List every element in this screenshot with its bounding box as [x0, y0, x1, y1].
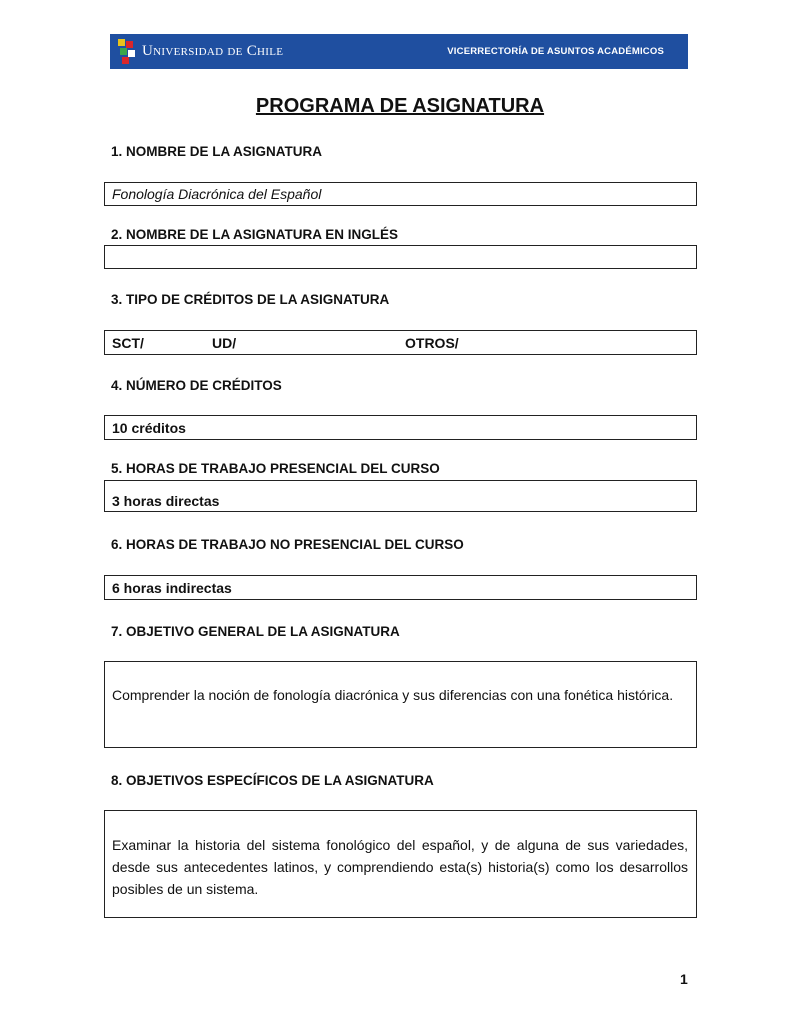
specific-objectives-text: Examinar la historia del sistema fonológico del español, y de alguna de sus variedades, desde sus antecedentes latinos, y comprendiendo esta(s) historia(s) como los desarrollos posibles de un sistema.: [112, 837, 688, 897]
page-number: 1: [680, 971, 688, 987]
section-3-heading: 3. TIPO DE CRÉDITOS DE LA ASIGNATURA: [111, 292, 390, 307]
non-presential-hours-value: 6 horas indirectas: [112, 579, 232, 596]
section-2-heading: 2. NOMBRE DE LA ASIGNATURA EN INGLÉS: [111, 227, 399, 242]
section-2-box: [104, 245, 697, 269]
general-objective-text: Comprender la noción de fonología diacrónica y sus diferencias con una fonética histórica.: [112, 687, 674, 703]
section-3-box: [104, 330, 697, 355]
section-5-heading: 5. HORAS DE TRABAJO PRESENCIAL DEL CURSO: [111, 461, 440, 476]
section-6-box: [104, 575, 697, 600]
section-5-box: [104, 480, 697, 512]
university-name: Universidad de Chile: [142, 43, 284, 59]
header-banner: [110, 34, 688, 69]
section-7-box: [104, 661, 697, 748]
section-4-heading: 4. NÚMERO DE CRÉDITOS: [111, 378, 282, 393]
university-crest-icon: [118, 39, 136, 65]
section-1-heading: 1. NOMBRE DE LA ASIGNATURA: [111, 144, 323, 159]
section-6-heading: 6. HORAS DE TRABAJO NO PRESENCIAL DEL CURSO: [111, 537, 464, 552]
credit-type-ud: UD/: [212, 335, 237, 351]
credit-type-otros: OTROS/: [405, 335, 459, 351]
course-name-value: Fonología Diacrónica del Español: [112, 186, 322, 202]
section-8-box: [104, 810, 697, 918]
section-1-box: [104, 182, 697, 206]
university-logo: [118, 39, 283, 65]
office-name: VICERRECTORÍA DE ASUNTOS ACADÉMICOS: [447, 46, 664, 57]
section-4-box: [104, 415, 697, 440]
page-title: PROGRAMA DE ASIGNATURA: [255, 95, 545, 117]
section-7-heading: 7. OBJETIVO GENERAL DE LA ASIGNATURA: [111, 624, 400, 639]
presential-hours-value: 3 horas directas: [112, 493, 220, 509]
section-8-heading: 8. OBJETIVOS ESPECÍFICOS DE LA ASIGNATURA: [111, 773, 434, 788]
credit-type-sct: SCT/: [112, 335, 144, 351]
credits-value: 10 créditos: [112, 419, 186, 436]
